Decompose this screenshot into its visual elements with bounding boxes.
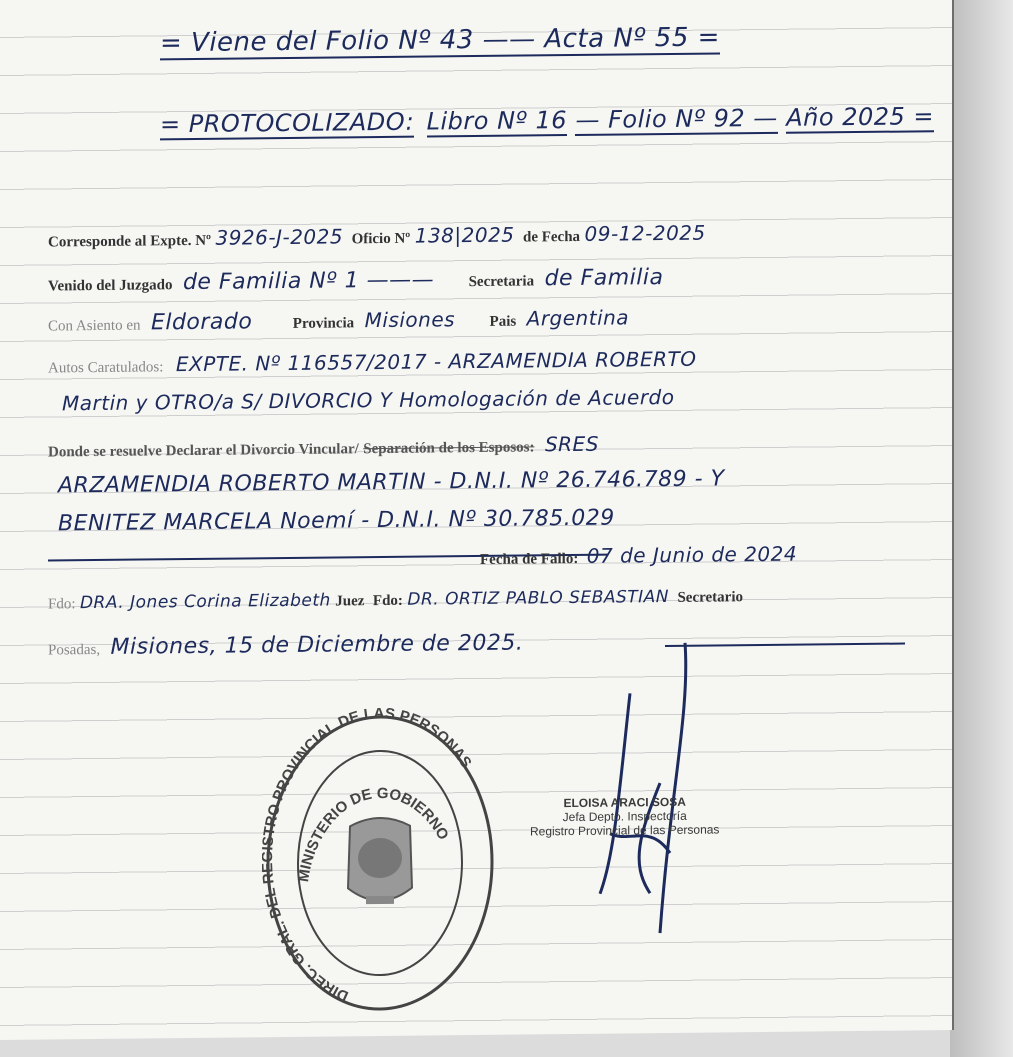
signature-block [530, 794, 719, 838]
autos-row [48, 347, 697, 378]
protocolizado-label: = PROTOCOLIZADO: [160, 107, 415, 139]
fecha-fallo-value: 07 de Junio de 2024 [586, 541, 798, 568]
secretario-name: DR. ORTIZ PABLO SEBASTIAN [407, 586, 670, 610]
folio-value: — Folio Nº 92 — [575, 103, 778, 134]
autos-value-2: Martin y OTRO/a S/ DIVORCIO Y Homologación de Acuerdo [62, 384, 675, 416]
fdo-row [48, 586, 743, 613]
resuelve-row [48, 432, 599, 462]
resuelve-label: Donde se resuelve Declarar el Divorcio Vincular/ [48, 441, 359, 461]
posadas-label: Posadas, [48, 641, 101, 659]
fecha-label: de Fecha [522, 228, 581, 246]
fecha-value: 09-12-2025 [584, 220, 706, 246]
provincia-label: Provincia [292, 315, 355, 332]
secretario-label: Secretario [677, 589, 743, 606]
stamp-outer-text: DIREC. GRAL. DEL REGISTRO PROVINCIAL DE LAS PERSONAS [262, 706, 475, 1005]
esposo-line: ARZAMENDIA ROBERTO MARTIN - D.N.I. Nº 26.746.789 - Y [58, 466, 725, 499]
protocolizado-line [160, 102, 934, 138]
asiento-row [48, 305, 629, 336]
libro-value: Libro Nº 16 [426, 106, 568, 136]
juez-label: Juez [335, 593, 365, 610]
fdo2-label: Fdo: [372, 592, 403, 610]
expte-row [48, 221, 706, 252]
venido-row [48, 265, 663, 296]
fecha-fallo-row [480, 542, 797, 569]
signer-name: ELOISA ARACI SOSA [563, 794, 686, 811]
anio-value: Año 2025 = [786, 102, 935, 132]
pais-label: Pais [489, 313, 517, 330]
expte-label: Corresponde al Expte. Nº [48, 232, 212, 251]
secretaria-value: de Familia [544, 265, 664, 292]
signature-scribble-icon [590, 633, 710, 944]
signer-org: Registro Provincial de las Personas [530, 822, 720, 839]
stamp-inner-text: MINISTERIO DE GOBIERNO [295, 784, 452, 884]
pais-value: Argentina [526, 305, 630, 331]
secretaria-label: Secretaria [468, 273, 535, 291]
viene-del-folio-line: = Viene del Folio Nº 43 —— Acta Nº 55 = [160, 22, 720, 59]
fdo-juez-name: DRA. Jones Corina Elizabeth [79, 590, 331, 614]
signature [590, 633, 710, 944]
oficio-label: Oficio Nº [351, 230, 411, 248]
oficio-value: 138|2025 [414, 222, 515, 248]
venido-value: de Familia Nº 1 ——— [182, 267, 435, 296]
resuelve-value: SRES [544, 431, 599, 457]
posadas-row [48, 631, 523, 661]
page-edge-shadow [950, 0, 1013, 1057]
provincia-value: Misiones [364, 307, 456, 333]
fecha-fallo-label: Fecha de Fallo: [480, 550, 579, 568]
fdo-label: Fdo: [48, 596, 76, 613]
autos-label: Autos Caratulados: [48, 359, 164, 377]
asiento-value: Eldorado [150, 309, 253, 336]
autos-value-1: EXPTE. Nº 116557/2017 - ARZAMENDIA ROBERTO [175, 346, 697, 377]
stamp-seal-icon [262, 707, 498, 1019]
esposa-line: BENITEZ MARCELA Noemí - D.N.I. Nº 30.785.029 [58, 505, 615, 537]
signer-role: Jefa Depto. Inspectoría [562, 808, 687, 825]
expte-value: 3926-J-2025 [215, 224, 344, 250]
resuelve-struck: Separación de los Esposos: [363, 439, 535, 458]
venido-label: Venido del Juzgado [48, 277, 173, 295]
asiento-label: Con Asiento en [48, 317, 141, 335]
official-stamp [262, 707, 498, 1019]
posadas-value: Misiones, 15 de Diciembre de 2025. [110, 630, 524, 660]
